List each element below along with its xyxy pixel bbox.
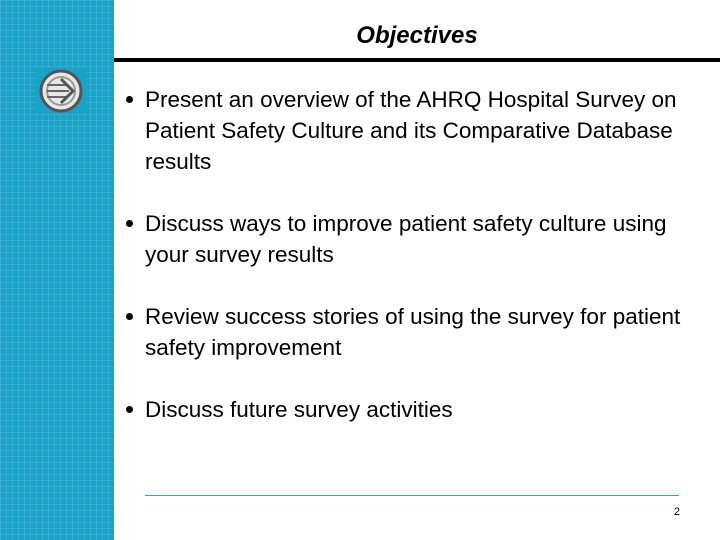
bullet-text: Discuss ways to improve patient safety culture using your survey results xyxy=(145,211,667,267)
bullet-text: Discuss future survey activities xyxy=(145,397,453,422)
bullet-dot-icon xyxy=(126,96,133,103)
bullet-text: Present an overview of the AHRQ Hospital Survey on Patient Safety Culture and its Comparative Database results xyxy=(145,87,677,174)
page-title: Objectives xyxy=(356,22,478,49)
page-number: 2 xyxy=(673,506,680,518)
bullet-dot-icon xyxy=(126,406,133,413)
arrow-right-circle-icon xyxy=(36,68,86,114)
bullet-text: Review success stories of using the survey for patient safety improvement xyxy=(145,304,681,360)
bullet-dot-icon xyxy=(126,220,133,227)
footer-divider xyxy=(145,495,679,496)
title-divider xyxy=(114,58,720,62)
bullet-dot-icon xyxy=(126,313,133,320)
